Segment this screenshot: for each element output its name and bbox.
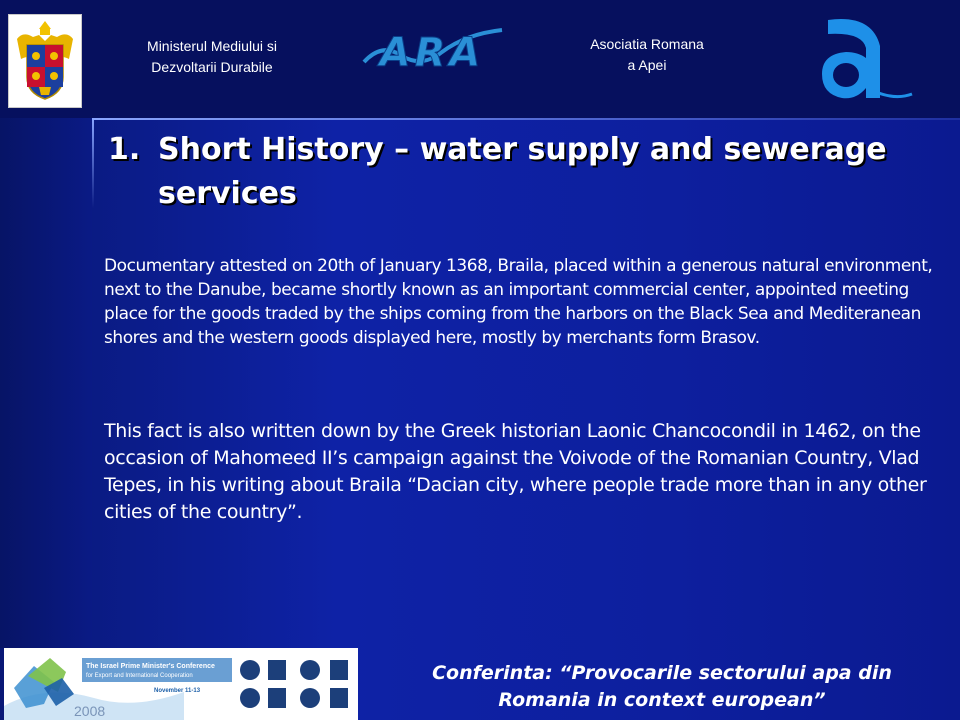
banner-year: 2008: [74, 703, 106, 719]
caption-line-2: Romania in context european”: [498, 689, 826, 711]
history-paragraph-2: This fact is also written down by the Greek historian Laonic Chancocondil in 1462, on the occasion of Mahomeed II’s campaign against the Voivode of the Romanian Country, Vlad Tepes, in his writing about Braila “Dacian city, where people trade more than in any other cities of the country”.: [104, 420, 927, 523]
header-divider: [92, 118, 960, 120]
conference-caption: [372, 660, 952, 714]
left-strip-line: [92, 118, 94, 208]
apa-logo-icon: [816, 18, 916, 100]
left-decorative-strip: [0, 118, 92, 648]
romanian-coat-of-arms-icon: [8, 14, 82, 108]
banner-dates: November 11-13: [154, 688, 201, 694]
conference-banner-image: [4, 648, 358, 720]
history-paragraph-1: Documentary attested on 20th of January 1368, Braila, placed within a generous natural environment, next to the Danube, became shortly known as an important commercial center, appointed meeting place for the goods traded by the ships coming from the harbors on the Black Sea and Mediteranean shores and the western goods displayed here, mostly by merchants form Brasov.: [104, 256, 933, 348]
slide-title: [108, 128, 928, 216]
ara-logo: [362, 22, 504, 80]
association-name: [552, 34, 742, 76]
association-line-2: a Apei: [627, 57, 667, 73]
title-text: Short History – water supply and sewerage services: [158, 132, 887, 211]
ministry-name: [112, 36, 312, 78]
ministry-line-2: Dezvoltarii Durabile: [151, 59, 273, 75]
banner-title-line-2: for Export and International Cooperation: [86, 673, 193, 679]
banner-title-line-1: The Israel Prime Minister's Conference: [86, 663, 215, 670]
ministry-line-1: Ministerul Mediului si: [147, 38, 277, 54]
title-number: 1.: [108, 132, 141, 167]
caption-line-1: Conferinta: “Provocarile sectorului apa din: [432, 662, 892, 684]
ara-logo-text: ARA: [379, 30, 485, 76]
association-line-1: Asociatia Romana: [590, 36, 704, 52]
